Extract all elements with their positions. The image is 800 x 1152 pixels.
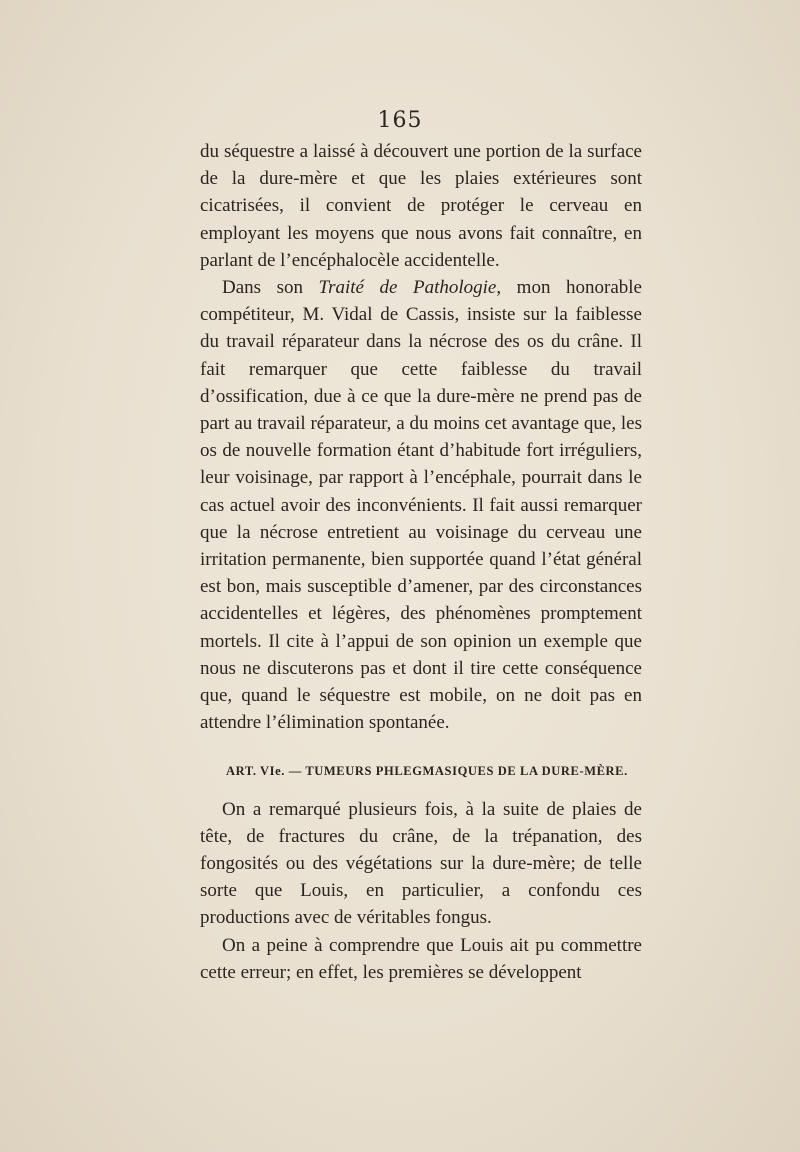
book-title: Traité de Pathologie bbox=[318, 277, 497, 299]
paragraph-2-start: Dans son bbox=[222, 277, 319, 299]
page-number: 165 bbox=[377, 108, 423, 133]
paragraph-1: du séquestre a laissé à découvert une portion de la surface de la dure-mère et que les plaies extérieures sont cicatrisées, il convient de protéger le cerveau en employant les moyens que nous avons fait connaître, en parlant de l’encéphalocèle accidentelle. bbox=[200, 141, 642, 271]
paragraph-2-rest: , mon honorable compétiteur, M. Vidal de Cassis, insiste sur la faiblesse du travail réparateur dans la nécrose des os du crâne. Il fait remarquer que cette faiblesse du travail d’ossification, due à ce que la dure-mère ne prend pas de part au travail réparateur, a du moins cet avantage que, les os de nouvelle formation étant d’habitude fort irréguliers, leur voisinage, par rapport à l’encéphale, pourrait dans le cas actuel avoir des inconvénients. Il fait aussi remarquer que la nécrose entretient au voisinage du cerveau une irritation permanente, bien supportée quand l’état général est bon, mais susceptible d’amener, par des circonstances accidentelles et légères, des phénomènes promptement mortels. Il cite à l’appui de son opinion un exemple que nous ne discuterons pas et dont il tire cette conséquence que, quand le séquestre est mobile, on ne doit pas en attendre l’élimination spontanée. bbox=[200, 277, 642, 734]
section-heading: ART. VIe. — TUMEURS PHLEGMASIQUES DE LA DURE-MÈRE. bbox=[226, 764, 628, 779]
paragraph-4: On a peine à comprendre que Louis ait pu commettre cette erreur; en effet, les premières se développent bbox=[200, 934, 642, 983]
paragraph-3: On a remarqué plusieurs fois, à la suite de plaies de tête, de fractures du crâne, de la trépanation, des fongosités ou des végétations sur la dure-mère; de telle sorte que Louis, en particulier, a confondu ces productions avec de véritables fongus. bbox=[200, 798, 642, 929]
paragraph-2 bbox=[200, 274, 642, 736]
body-text bbox=[200, 138, 642, 986]
